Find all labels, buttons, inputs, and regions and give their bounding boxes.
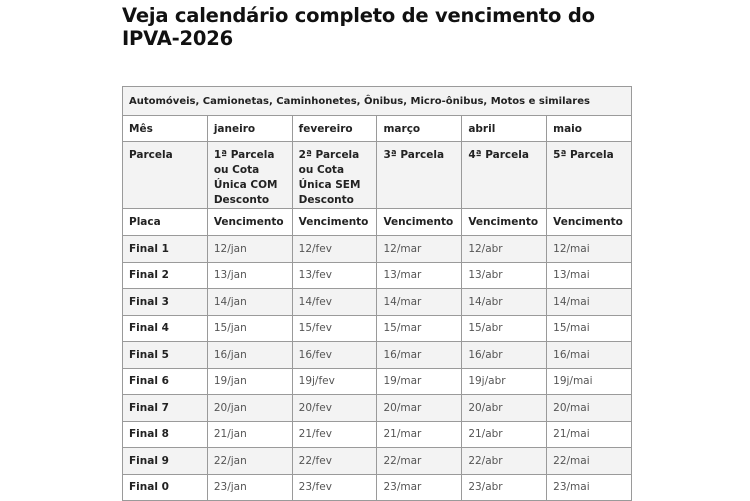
month-cell: março [377, 116, 462, 142]
date-cell: 12/fev [292, 236, 377, 263]
month-cell: maio [547, 116, 632, 142]
placa-cell: Final 3 [123, 289, 208, 316]
date-cell: 21/abr [462, 421, 547, 448]
date-cell: 14/fev [292, 289, 377, 316]
table-row [123, 342, 632, 369]
date-cell: 20/abr [462, 395, 547, 422]
parcela-cell: 3ª Parcela [377, 142, 462, 209]
date-cell: 21/jan [207, 421, 292, 448]
table-row [123, 421, 632, 448]
table-row [123, 474, 632, 501]
parcela-cell: 1ª Parcela ou Cota Única COM Desconto [207, 142, 292, 209]
date-cell: 16/fev [292, 342, 377, 369]
date-cell: 22/fev [292, 448, 377, 475]
date-cell: 15/jan [207, 315, 292, 342]
date-cell: 23/jan [207, 474, 292, 501]
date-cell: 14/jan [207, 289, 292, 316]
date-cell: 21/fev [292, 421, 377, 448]
date-cell: 16/mai [547, 342, 632, 369]
date-cell: 14/abr [462, 289, 547, 316]
date-cell: 23/abr [462, 474, 547, 501]
vencimento-header: Vencimento [462, 209, 547, 236]
placa-cell: Final 8 [123, 421, 208, 448]
date-cell: 19/jan [207, 368, 292, 395]
date-cell: 20/jan [207, 395, 292, 422]
date-cell: 13/mar [377, 262, 462, 289]
date-cell: 14/mai [547, 289, 632, 316]
parcela-label: Parcela [123, 142, 208, 209]
date-cell: 15/mai [547, 315, 632, 342]
months-row [123, 116, 632, 142]
date-cell: 12/jan [207, 236, 292, 263]
date-cell: 22/mar [377, 448, 462, 475]
date-cell: 13/abr [462, 262, 547, 289]
date-cell: 23/fev [292, 474, 377, 501]
vencimento-header: Vencimento [547, 209, 632, 236]
table-row [123, 368, 632, 395]
date-cell: 13/mai [547, 262, 632, 289]
date-cell: 14/mar [377, 289, 462, 316]
month-cell: fevereiro [292, 116, 377, 142]
table-row [123, 448, 632, 475]
vencimento-header: Vencimento [377, 209, 462, 236]
placa-cell: Final 5 [123, 342, 208, 369]
date-cell: 22/jan [207, 448, 292, 475]
placa-cell: Final 2 [123, 262, 208, 289]
date-cell: 21/mar [377, 421, 462, 448]
date-cell: 23/mar [377, 474, 462, 501]
vencimento-header: Vencimento [207, 209, 292, 236]
parcela-cell: 5ª Parcela [547, 142, 632, 209]
date-cell: 23/mai [547, 474, 632, 501]
placa-cell: Final 1 [123, 236, 208, 263]
table-row [123, 236, 632, 263]
date-cell: 19/mar [377, 368, 462, 395]
date-cell: 12/mar [377, 236, 462, 263]
date-cell: 19j/abr [462, 368, 547, 395]
date-cell: 19j/fev [292, 368, 377, 395]
date-cell: 15/abr [462, 315, 547, 342]
date-cell: 20/fev [292, 395, 377, 422]
ipva-calendar-table [122, 86, 632, 501]
date-cell: 12/abr [462, 236, 547, 263]
date-cell: 21/mai [547, 421, 632, 448]
placa-cell: Final 7 [123, 395, 208, 422]
months-label: Mês [123, 116, 208, 142]
parcela-cell: 2ª Parcela ou Cota Única SEM Desconto [292, 142, 377, 209]
date-cell: 19j/mai [547, 368, 632, 395]
date-cell: 15/mar [377, 315, 462, 342]
table-row [123, 395, 632, 422]
placa-cell: Final 4 [123, 315, 208, 342]
page-title: Veja calendário completo de vencimento do IPVA-2026 [122, 4, 595, 50]
month-cell: abril [462, 116, 547, 142]
placa-cell: Final 6 [123, 368, 208, 395]
table-row [123, 315, 632, 342]
date-cell: 20/mai [547, 395, 632, 422]
date-cell: 16/mar [377, 342, 462, 369]
month-cell: janeiro [207, 116, 292, 142]
table-row [123, 262, 632, 289]
placa-cell: Final 0 [123, 474, 208, 501]
table-row [123, 289, 632, 316]
date-cell: 15/fev [292, 315, 377, 342]
placa-header-row [123, 209, 632, 236]
date-cell: 20/mar [377, 395, 462, 422]
date-cell: 13/fev [292, 262, 377, 289]
vencimento-header: Vencimento [292, 209, 377, 236]
parcela-cell: 4ª Parcela [462, 142, 547, 209]
date-cell: 22/abr [462, 448, 547, 475]
placa-cell: Final 9 [123, 448, 208, 475]
date-cell: 12/mai [547, 236, 632, 263]
table-caption: Automóveis, Camionetas, Caminhonetes, Ônibus, Micro-ônibus, Motos e similares [123, 87, 632, 116]
date-cell: 16/abr [462, 342, 547, 369]
placa-label: Placa [123, 209, 208, 236]
date-cell: 22/mai [547, 448, 632, 475]
date-cell: 13/jan [207, 262, 292, 289]
date-cell: 16/jan [207, 342, 292, 369]
parcela-row [123, 142, 632, 209]
